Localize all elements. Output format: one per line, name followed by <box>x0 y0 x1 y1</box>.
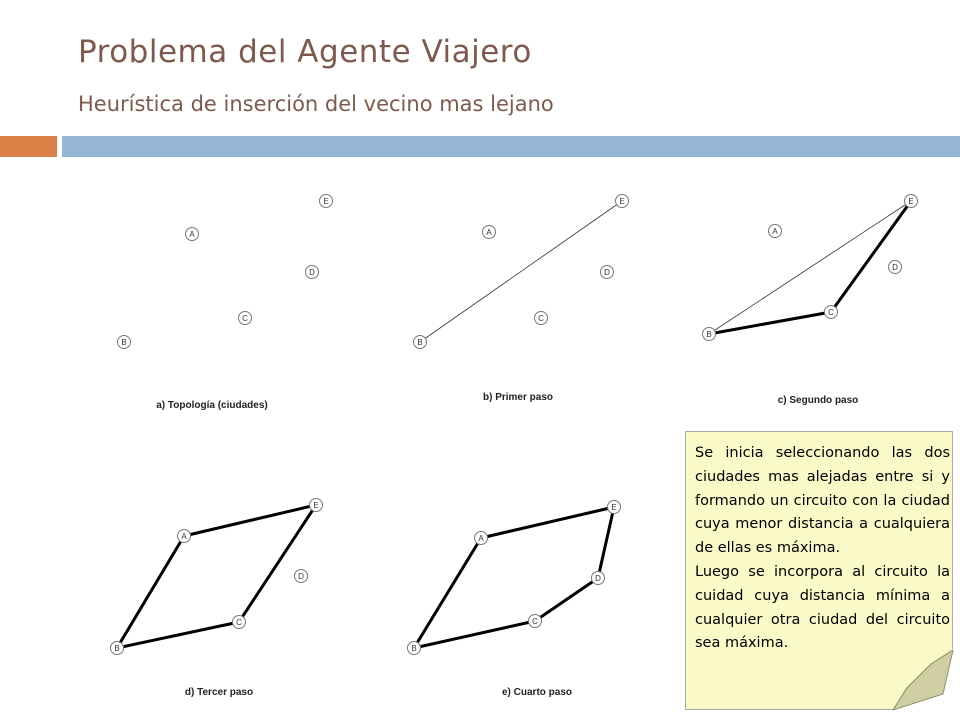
svg-text:E: E <box>611 503 617 512</box>
panel-a-city-e <box>320 195 333 208</box>
panel-b-city-a <box>483 226 496 239</box>
svg-text:A: A <box>772 227 778 236</box>
panel-d-edge-e-c <box>239 505 316 622</box>
svg-text:D: D <box>309 268 315 277</box>
panel-c-edge-b-c <box>709 312 831 334</box>
svg-text:B: B <box>411 644 417 653</box>
panel-e-edge-a-e <box>481 507 614 538</box>
svg-text:A: A <box>181 532 187 541</box>
panel-c-edge-b-e <box>709 201 911 334</box>
panel-e-caption: e) Cuarto paso <box>501 687 573 698</box>
panel-e-city-e <box>608 501 621 514</box>
svg-text:B: B <box>114 644 120 653</box>
panel-b-city-e <box>616 195 629 208</box>
panel-a <box>118 195 333 412</box>
panel-c-city-d <box>889 261 902 274</box>
panel-b-city-c <box>535 312 548 325</box>
svg-text:C: C <box>242 314 248 323</box>
svg-text:D: D <box>595 574 601 583</box>
panel-e-edge-b-a <box>414 538 481 648</box>
svg-text:C: C <box>538 314 544 323</box>
panel-e-edge-d-c <box>535 578 598 621</box>
svg-text:B: B <box>121 338 127 347</box>
panel-d-city-b <box>111 642 124 655</box>
panel-e-city-a <box>475 532 488 545</box>
svg-text:D: D <box>298 572 304 581</box>
panel-d-city-a <box>178 530 191 543</box>
svg-text:E: E <box>323 197 329 206</box>
panel-e-city-d <box>592 572 605 585</box>
panel-d-caption: d) Tercer paso <box>184 687 254 698</box>
svg-text:C: C <box>236 618 242 627</box>
svg-text:B: B <box>706 330 712 339</box>
slide-title: Problema del Agente Viajero <box>78 34 532 70</box>
panel-c-city-a <box>769 225 782 238</box>
svg-text:B: B <box>417 338 423 347</box>
panel-a-city-b <box>118 336 131 349</box>
panel-b-city-b <box>414 336 427 349</box>
panel-d-city-d <box>295 570 308 583</box>
panel-d <box>111 499 323 699</box>
panel-d-city-e <box>310 499 323 512</box>
panel-a-city-d <box>306 266 319 279</box>
panel-c-city-b <box>703 328 716 341</box>
panel-b-edge-b-e <box>420 201 622 342</box>
panel-e-city-c <box>529 615 542 628</box>
panel-e-edge-c-b <box>414 621 535 648</box>
panel-d-edge-b-a <box>117 536 184 648</box>
panel-a-city-c <box>239 312 252 325</box>
svg-text:D: D <box>892 263 898 272</box>
panel-a-city-a <box>186 228 199 241</box>
panel-d-edge-a-e <box>184 505 316 536</box>
slide-subtitle: Heurística de inserción del vecino mas lejano <box>78 92 554 116</box>
panel-c-caption: c) Segundo paso <box>777 395 859 406</box>
svg-text:E: E <box>619 197 625 206</box>
svg-text:A: A <box>478 534 484 543</box>
panel-c <box>703 195 918 407</box>
panel-e <box>408 501 621 699</box>
note-folded-corner <box>893 650 954 711</box>
panel-c-city-c <box>825 306 838 319</box>
note-text <box>695 442 950 656</box>
svg-text:D: D <box>604 268 610 277</box>
panel-e-city-b <box>408 642 421 655</box>
svg-text:C: C <box>828 308 834 317</box>
panel-c-edge-c-e <box>831 201 911 312</box>
panel-a-caption: a) Topología (ciudades) <box>156 400 268 411</box>
panel-c-city-e <box>905 195 918 208</box>
panel-e-edge-e-d <box>598 507 614 578</box>
svg-text:E: E <box>313 501 319 510</box>
panel-d-edge-c-b <box>117 622 239 648</box>
svg-text:A: A <box>189 230 195 239</box>
svg-text:A: A <box>486 228 492 237</box>
note-paragraph-1: Se inicia seleccionando las dos ciudades mas alejadas entre si y formando un circuito con la ciudad cuya menor distancia a cualquiera de ellas es máxima. <box>695 445 950 557</box>
svg-text:E: E <box>908 197 914 206</box>
note-paragraph-2: Luego se incorpora al circuito la cuidad cuya distancia mínima a cualquier otra ciudad del circuito sea máxima. <box>695 563 950 652</box>
panel-b-caption: b) Primer paso <box>482 392 554 403</box>
panel-d-city-c <box>233 616 246 629</box>
panel-b-city-d <box>601 266 614 279</box>
panel-b <box>414 195 629 404</box>
svg-text:C: C <box>532 617 538 626</box>
